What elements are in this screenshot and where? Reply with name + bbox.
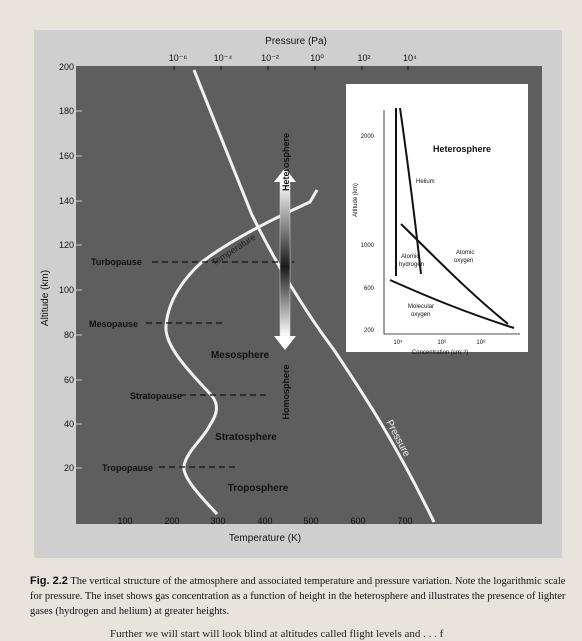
altitude-tick: 120: [58, 240, 74, 250]
tropopause-label: Tropopause: [102, 463, 154, 473]
temperature-tick: 200: [164, 516, 180, 526]
temperature-tick: 600: [350, 516, 366, 526]
pressure-tick: 10²: [357, 53, 371, 63]
mesosphere-label: Mesosphere: [210, 350, 270, 361]
pressure-tick: 10⁻²: [261, 53, 279, 63]
heterosphere-label: Heterosphere: [281, 132, 291, 192]
inset-x-tick: 10⁶: [437, 340, 447, 346]
pressure-axis-title: Pressure (Pa): [265, 36, 327, 47]
inset-y-title: Altitude (km): [353, 183, 359, 217]
atomic-hydrogen-label-1: Atomic: [401, 254, 420, 260]
molecular-oxygen-label-2: oxygen: [411, 312, 431, 318]
molecular-oxygen-label-1: Molecular: [408, 304, 435, 310]
stratosphere-label: Stratosphere: [215, 432, 277, 443]
pressure-curve-label: Pressure: [383, 418, 412, 459]
atomic-oxygen-label-2: oxygen: [454, 258, 474, 264]
altitude-tick: 100: [58, 285, 74, 295]
altitude-tick: 140: [58, 196, 74, 206]
homosphere-label: Homosphere: [281, 364, 291, 420]
inset-x-tick: 10⁴: [393, 340, 403, 346]
altitude-tick: 180: [58, 106, 74, 116]
figure-number: Fig. 2.2: [30, 575, 68, 587]
temperature-tick: 100: [117, 516, 133, 526]
mesopause-label: Mesopause: [89, 319, 139, 329]
altitude-tick: 20: [63, 463, 74, 473]
temperature-tick: 700: [397, 516, 413, 526]
temperature-tick: 400: [257, 516, 273, 526]
pressure-tick: 10⁻⁴: [213, 53, 233, 63]
temperature-tick: 300: [210, 516, 226, 526]
inset-x-title: Concentration (cm⁻³): [411, 350, 469, 356]
altitude-tick: 60: [63, 375, 74, 385]
inset-x-tick: 10⁸: [476, 340, 486, 346]
atmosphere-figure: [34, 30, 562, 558]
figure-panel: [34, 30, 562, 558]
atomic-oxygen-label-1: Atomic: [456, 250, 475, 256]
turbopause-label: Turbopause: [91, 257, 142, 267]
temperature-axis-title: Temperature (K): [228, 533, 302, 544]
atomic-hydrogen-label-2: hydrogen: [399, 262, 425, 268]
altitude-tick: 160: [58, 151, 74, 161]
pressure-tick: 10⁻⁶: [168, 53, 188, 63]
figure-caption: [30, 574, 572, 619]
altitude-tick: 80: [63, 330, 74, 340]
inset-y-tick: 600: [363, 286, 374, 292]
pressure-tick: 10⁰: [310, 53, 324, 63]
stratopause-label: Stratopause: [130, 391, 183, 401]
caption-text: The vertical structure of the atmosphere and associated temperature and pressure variation. Note the logarithmic scale for pressure. The inset shows gas concentration as a function of height in the heterosphere and illustrates the presence of lighter gases (hydrogen and helium) at greater heights.: [30, 576, 566, 617]
inset-title: Heterosphere: [432, 144, 492, 154]
altitude-tick: 40: [63, 419, 74, 429]
inset-y-tick: 2000: [360, 134, 374, 140]
altitude-tick: 200: [58, 62, 74, 72]
altitude-axis-title: Altitude (km): [40, 269, 51, 327]
pressure-tick: 10⁴: [403, 53, 417, 63]
helium-label: Helium: [416, 179, 435, 185]
body-text-fragment: Further we will start will look blind at altitudes called flight levels and . . . f: [110, 628, 444, 640]
inset-chart: [346, 84, 528, 356]
troposphere-label: Troposphere: [227, 483, 289, 494]
inset-y-tick: 200: [363, 328, 374, 334]
temperature-curve-label: Temperature: [209, 231, 258, 268]
temperature-tick: 500: [303, 516, 319, 526]
inset-y-tick: 1000: [360, 243, 374, 249]
